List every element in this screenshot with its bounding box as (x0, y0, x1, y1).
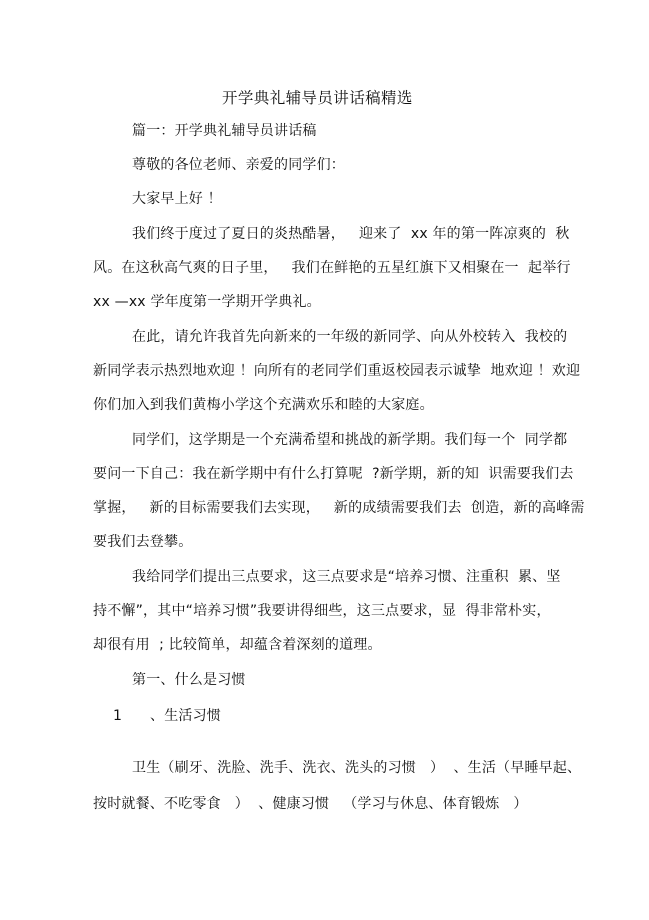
paragraph-line: 我给同学们提出三点要求，这三点要求是“培养习惯、注重积 累、坚 (132, 569, 561, 585)
paragraph-line: 在此，请允许我首先向新来的一年级的新同学、向从外校转入 我校的 (132, 329, 568, 345)
list-heading: 1 、生活习惯 (113, 708, 222, 724)
paragraph-line: 同学们，这学期是一个充满希望和挑战的新学期。我们每一个 同学都 (132, 432, 568, 448)
salutation: 尊敬的各位老师、亲爱的同学们： (132, 157, 345, 173)
paragraph-line: 要问一下自己：我在新学期中有什么打算呢 ?新学期，新的知 识需要我们去 (93, 466, 574, 482)
paragraph-line: 风。在这秋高气爽的日子里， 我们在鲜艳的五星红旗下又相聚在一 起举行 (93, 260, 571, 276)
greeting: 大家早上好 ！ (132, 191, 222, 207)
paragraph-line: 我们终于度过了夏日的炎热酷暑， 迎来了 xx 年的第一阵凉爽的 秋 (132, 226, 570, 242)
paragraph-line: 按时就餐、不吃零食 ） 、健康习惯 （学习与休息、体育锻炼 ） (93, 796, 528, 812)
paragraph-line: 你们加入到我们黄梅小学这个充满欢乐和睦的大家庭。 (93, 397, 434, 413)
section-heading: 篇一：开学典礼辅导员讲话稿 (132, 123, 317, 139)
paragraph-line: 持不懈”，其中“培养习惯”我要讲得细些，这三点要求，显 得非常朴实， (93, 603, 551, 619)
subsection-heading: 第一、什么是习惯 (132, 672, 246, 688)
paragraph-line: 卫生（刷牙、洗脸、洗手、洗衣、洗头的习惯 ） 、生活（早睡早起、 (132, 760, 582, 776)
paragraph-line: 要我们去登攀。 (93, 534, 193, 550)
paragraph-line: xx —xx 学年度第一学期开学典礼。 (93, 294, 321, 310)
paragraph-line: 掌握， 新的目标需要我们去实现， 新的成绩需要我们去 创造，新的高峰需 (93, 500, 585, 516)
paragraph-line: 新同学表示热烈地欢迎 ！向所有的老同学们重返校园表示诚挚 地欢迎 ！欢迎 (93, 363, 581, 379)
paragraph-line: 却很有用 ; 比较简单，却蕴含着深刻的道理。 (93, 637, 382, 653)
document-title: 开学典礼辅导员讲话稿精选 (222, 89, 413, 107)
